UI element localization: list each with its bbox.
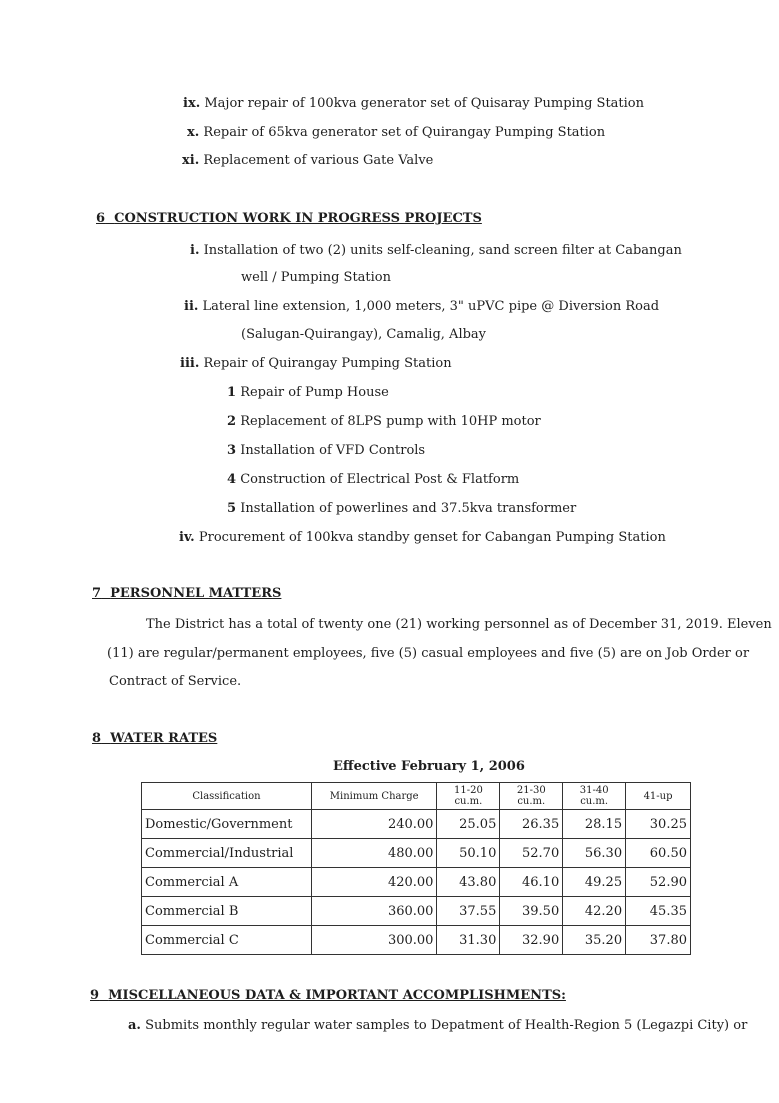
- item-text: Repair of 65kva generator set of Quirangay Pumping Station: [203, 125, 606, 140]
- table-row: [142, 868, 691, 897]
- list-item: [179, 530, 666, 546]
- header-41-up: 41-up: [626, 783, 691, 810]
- item-number: xi.: [182, 153, 200, 168]
- sub-list-item: [227, 501, 576, 517]
- sub-list-item: [227, 472, 519, 488]
- table-cell: 300.00: [311, 926, 437, 955]
- sub-item-number: 4: [227, 472, 237, 487]
- table-cell: 30.25: [626, 810, 691, 839]
- section-number: 9: [90, 988, 100, 1003]
- header-11-20: 11-20 cu.m.: [437, 783, 500, 810]
- table-cell: Domestic/Government: [142, 810, 312, 839]
- item-number: i.: [190, 243, 200, 258]
- item-text: Major repair of 100kva generator set of Quisaray Pumping Station: [204, 96, 644, 111]
- item-continuation: well / Pumping Station: [241, 270, 391, 285]
- header-31-40: 31-40 cu.m.: [563, 783, 626, 810]
- table-cell: 49.25: [563, 868, 626, 897]
- sub-item-text: Repair of Pump House: [240, 385, 389, 400]
- item-text: Lateral line extension, 1,000 meters, 3" uPVC pipe @ Diversion Road: [202, 299, 660, 314]
- section-title: PERSONNEL MATTERS: [110, 586, 282, 601]
- table-cell: 32.90: [500, 926, 563, 955]
- item-number: iv.: [179, 530, 195, 545]
- table-cell: 52.70: [500, 839, 563, 868]
- section-title: MISCELLANEOUS DATA & IMPORTANT ACCOMPLISHMENTS:: [108, 988, 566, 1003]
- table-cell: 240.00: [311, 810, 437, 839]
- table-cell: Commercial A: [142, 868, 312, 897]
- table-cell: 56.30: [563, 839, 626, 868]
- item-text: Submits monthly regular water samples to Depatment of Health-Region 5 (Legazpi City) or: [145, 1018, 748, 1033]
- sub-item-number: 1: [227, 385, 237, 400]
- item-number: ix.: [183, 96, 201, 111]
- table-cell: 26.35: [500, 810, 563, 839]
- section-heading: [92, 731, 217, 747]
- table-row: [142, 897, 691, 926]
- table-cell: Commercial/Industrial: [142, 839, 312, 868]
- table-cell: 37.55: [437, 897, 500, 926]
- paragraph-line: Contract of Service.: [109, 674, 242, 689]
- table-cell: 60.50: [626, 839, 691, 868]
- table-cell: Commercial C: [142, 926, 312, 955]
- section-number: 7: [92, 586, 102, 601]
- table-header-row: [142, 783, 691, 810]
- list-item: [180, 356, 452, 372]
- section-number: 8: [92, 731, 102, 746]
- header-minimum-charge: Minimum Charge: [311, 783, 437, 810]
- section-heading: [96, 211, 482, 227]
- list-item: [128, 1018, 747, 1034]
- table-cell: 31.30: [437, 926, 500, 955]
- paragraph-line: (11) are regular/permanent employees, five (5) casual employees and five (5) are on Job Order or: [107, 646, 750, 661]
- section-title: CONSTRUCTION WORK IN PROGRESS PROJECTS: [114, 211, 482, 226]
- paragraph-line: The District has a total of twenty one (21) working personnel as of December 31, 2019. Eleven: [146, 617, 772, 632]
- item-number: x.: [187, 125, 200, 140]
- item-continuation: (Salugan-Quirangay), Camalig, Albay: [241, 327, 487, 342]
- table-caption: Effective February 1, 2006: [333, 759, 525, 774]
- section-title: WATER RATES: [110, 731, 218, 746]
- table-cell: 46.10: [500, 868, 563, 897]
- table-row: [142, 926, 691, 955]
- table-cell: 360.00: [311, 897, 437, 926]
- sub-list-item: [227, 443, 425, 459]
- sub-item-number: 2: [227, 414, 237, 429]
- sub-item-number: 5: [227, 501, 237, 516]
- table-cell: 45.35: [626, 897, 691, 926]
- list-item: [187, 125, 605, 141]
- item-text: Procurement of 100kva standby genset for Cabangan Pumping Station: [198, 530, 666, 545]
- table-cell: 28.15: [563, 810, 626, 839]
- table-cell: 50.10: [437, 839, 500, 868]
- table-cell: 43.80: [437, 868, 500, 897]
- header-classification: Classification: [142, 783, 312, 810]
- table-row: [142, 839, 691, 868]
- section-heading: [90, 988, 566, 1004]
- table-cell: 42.20: [563, 897, 626, 926]
- sub-item-text: Installation of powerlines and 37.5kva transformer: [240, 501, 577, 516]
- table-cell: 35.20: [563, 926, 626, 955]
- list-item: [190, 243, 682, 259]
- sub-item-text: Installation of VFD Controls: [240, 443, 426, 458]
- item-text: Replacement of various Gate Valve: [203, 153, 434, 168]
- table-cell: 25.05: [437, 810, 500, 839]
- header-21-30: 21-30 cu.m.: [500, 783, 563, 810]
- item-number: iii.: [180, 356, 200, 371]
- sub-item-text: Replacement of 8LPS pump with 10HP motor: [240, 414, 541, 429]
- list-item: [184, 299, 659, 315]
- sub-list-item: [227, 414, 541, 430]
- item-text: Installation of two (2) units self-cleaning, sand screen filter at Cabangan: [203, 243, 682, 258]
- section-number: 6: [96, 211, 106, 226]
- table-row: [142, 810, 691, 839]
- item-text: Repair of Quirangay Pumping Station: [203, 356, 452, 371]
- table-cell: 420.00: [311, 868, 437, 897]
- table-cell: 480.00: [311, 839, 437, 868]
- sub-item-number: 3: [227, 443, 237, 458]
- item-number: ii.: [184, 299, 199, 314]
- sub-list-item: [227, 385, 389, 401]
- table-cell: 37.80: [626, 926, 691, 955]
- table-cell: Commercial B: [142, 897, 312, 926]
- item-number: a.: [128, 1018, 141, 1033]
- list-item: [183, 96, 644, 112]
- section-heading: [92, 586, 281, 602]
- water-rates-table: [141, 782, 691, 955]
- list-item: [182, 153, 433, 169]
- sub-item-text: Construction of Electrical Post & Flatform: [240, 472, 520, 487]
- table-cell: 39.50: [500, 897, 563, 926]
- table-cell: 52.90: [626, 868, 691, 897]
